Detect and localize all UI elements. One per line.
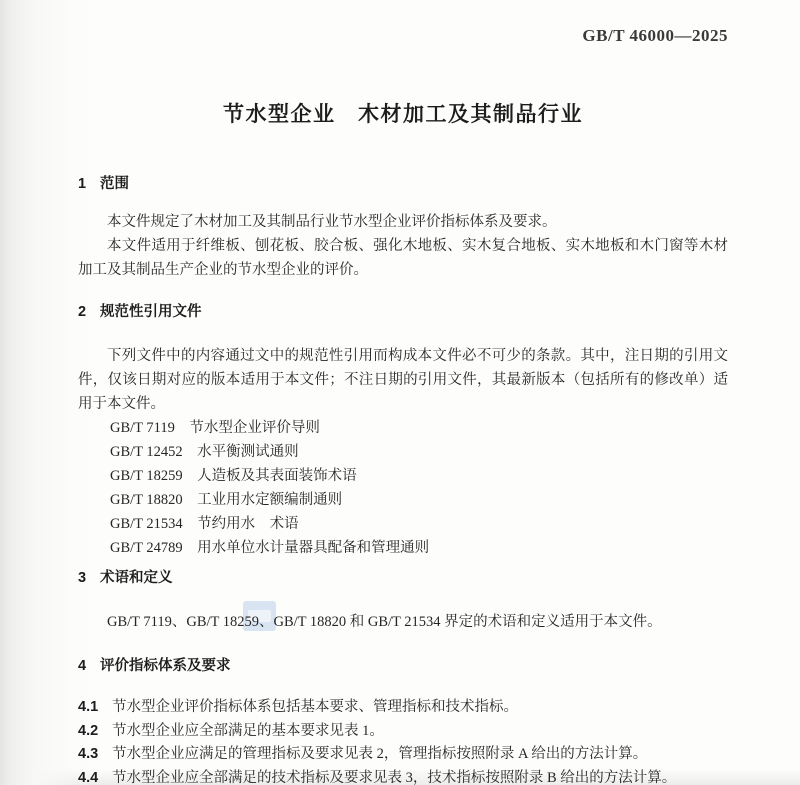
standard-code: GB/T 46000—2025 xyxy=(582,26,728,45)
reference-title: 水平衡测试通则 xyxy=(197,444,299,460)
reference-code: GB/T 21534 xyxy=(110,516,183,532)
section-title: 规范性引用文件 xyxy=(100,304,202,320)
reference-item xyxy=(110,464,728,488)
clause-row xyxy=(78,743,728,767)
section-number: 3 xyxy=(78,570,87,586)
clause-list xyxy=(78,696,728,785)
section-number: 2 xyxy=(78,304,87,320)
section-number: 1 xyxy=(78,176,87,192)
section-title: 评价指标体系及要求 xyxy=(100,658,231,674)
clause-text: 节水型企业应满足的管理指标及要求见表 2，管理指标按照附录 A 给出的方法计算。 xyxy=(112,746,648,762)
references-intro-paragraph: 下列文件中的内容通过文中的规范性引用而构成本文件必不可少的条款。其中，注日期的引用文件，仅该日期对应的版本适用于本文件；不注日期的引用文件，其最新版本（包括所有的修改单）适用于本文件。 xyxy=(78,348,728,412)
clause-text: 节水型企业应全部满足的基本要求见表 1。 xyxy=(112,722,384,739)
section-heading-scope xyxy=(78,174,728,194)
clause-row xyxy=(78,720,728,744)
clause-number: 4.2 xyxy=(78,722,99,739)
scope-paragraph-1: 本文件规定了木材加工及其制品行业节水型企业评价指标体系及要求。 xyxy=(107,214,557,230)
reference-code: GB/T 24789 xyxy=(110,540,183,556)
clause-row xyxy=(78,696,728,720)
section-title: 术语和定义 xyxy=(100,570,173,586)
reference-title: 工业用水定额编制通则 xyxy=(197,492,343,508)
clause-number: 4.4 xyxy=(78,769,99,785)
clause-text: 节水型企业应全部满足的技术指标及要求见表 3，技术指标按照附录 B 给出的方法计算。 xyxy=(112,769,677,785)
reference-code: GB/T 12452 xyxy=(110,444,183,460)
scope-paragraph-2: 本文件适用于纤维板、刨花板、胶合板、强化木地板、实木复合地板、实木地板和木门窗等木材加工及其制品生产企业的节水型企业的评价。 xyxy=(78,238,728,278)
reference-item xyxy=(110,416,728,440)
clause-number: 4.3 xyxy=(78,746,99,762)
reference-code: GB/T 18820 xyxy=(110,492,183,508)
reference-item xyxy=(110,440,728,464)
section-heading-evaluation xyxy=(78,656,728,676)
reference-title: 节约用水 术语 xyxy=(197,516,299,532)
reference-code: GB/T 18259 xyxy=(110,468,183,484)
reference-title: 人造板及其表面装饰术语 xyxy=(197,468,357,484)
reference-item xyxy=(110,536,728,560)
terms-paragraph: GB/T 7119、GB/T 18259、GB/T 18820 和 GB/T 21534 界定的术语和定义适用于本文件。 xyxy=(107,614,662,630)
section-number: 4 xyxy=(78,658,87,674)
reference-title: 用水单位水计量器具配备和管理通则 xyxy=(197,540,430,556)
reference-item xyxy=(110,512,728,536)
section-title: 范围 xyxy=(100,176,129,192)
reference-title: 节水型企业评价导则 xyxy=(189,420,320,436)
section-heading-terms xyxy=(78,568,728,588)
clause-row xyxy=(78,767,728,785)
reference-code: GB/T 7119 xyxy=(110,420,175,436)
clause-text: 节水型企业评价指标体系包括基本要求、管理指标和技术指标。 xyxy=(112,699,518,715)
reference-item xyxy=(110,488,728,512)
section-heading-normative-references xyxy=(78,302,728,322)
reference-list xyxy=(78,416,728,560)
document-title: 节水型企业 木材加工及其制品行业 xyxy=(223,103,583,126)
clause-number: 4.1 xyxy=(78,699,99,715)
